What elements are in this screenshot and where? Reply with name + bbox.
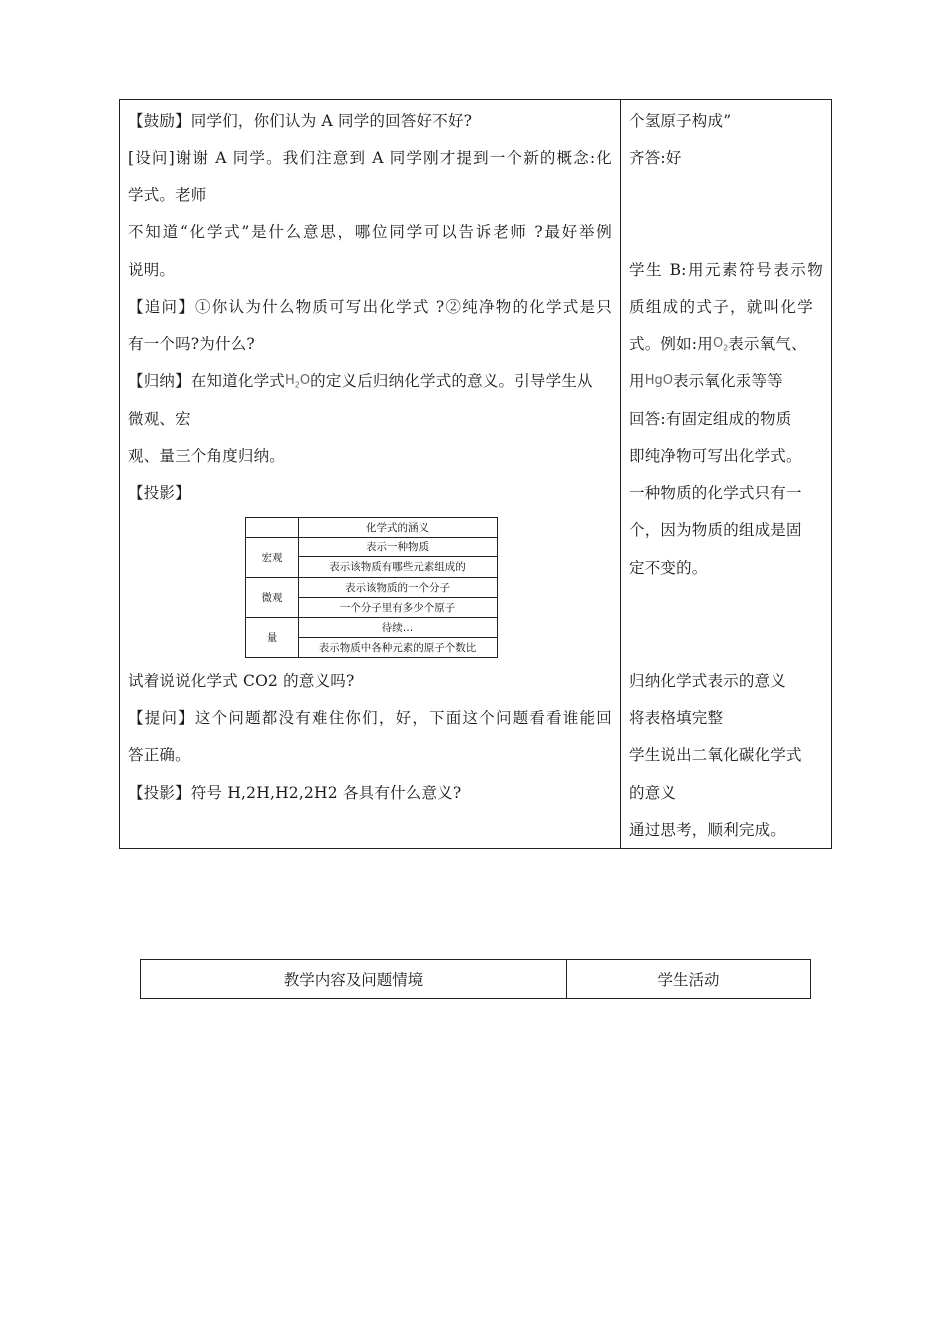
text-line: 说明。 bbox=[128, 261, 176, 279]
text-line: 归纳化学式表示的意义 bbox=[629, 672, 787, 690]
micro-label: 微观 bbox=[261, 591, 283, 604]
text-line: 不知道“化学式”是什么意思，哪位同学可以告诉老师 ?最好举例 bbox=[128, 223, 612, 241]
text-line: 齐答:好 bbox=[629, 149, 682, 167]
text-segment: 的定义后归纳化学式的意义。引导学生从 bbox=[310, 372, 593, 390]
water-formula: $H_2O$ bbox=[285, 373, 311, 390]
text-line: 的意义 bbox=[629, 784, 677, 802]
text-segment: 式。例如:用 bbox=[629, 335, 713, 353]
text-line: 即纯净物可写出化学式。 bbox=[629, 447, 802, 465]
text-segment: 表示氧气、 bbox=[728, 335, 807, 353]
projection-table bbox=[245, 517, 498, 658]
projection-header: 化学式的涵义 bbox=[366, 522, 429, 534]
lesson-table bbox=[119, 99, 832, 849]
text-line: 学式。老师 bbox=[128, 186, 207, 204]
quantity-label: 量 bbox=[266, 631, 278, 644]
quantity-row: 待续… bbox=[381, 621, 414, 634]
text-line: 学生说出二氧化碳化学式 bbox=[629, 746, 802, 764]
text-line: 观、量三个角度归纳。 bbox=[128, 447, 286, 465]
text-segment: 用 bbox=[629, 372, 645, 390]
text-line: 【鼓励】同学们，你们认为 A 同学的回答好不好? bbox=[128, 112, 473, 130]
text-segment: 【归纳】在知道化学式 bbox=[128, 372, 286, 390]
text-line: 微观、宏 bbox=[128, 410, 191, 428]
macro-row: 表示该物质有哪些元素组成的 bbox=[329, 561, 466, 573]
column-header-activity: 学生活动 bbox=[657, 971, 720, 989]
text-line bbox=[629, 334, 807, 359]
oxygen-formula: $O_2$ bbox=[712, 336, 729, 353]
text-line: 定不变的。 bbox=[629, 559, 708, 577]
micro-row: 表示该物质的一个分子 bbox=[345, 581, 450, 594]
text-line: 有一个吗?为什么? bbox=[128, 335, 255, 353]
macro-label: 宏观 bbox=[261, 551, 283, 564]
header-table bbox=[140, 959, 811, 999]
text-line: 【投影】 bbox=[128, 484, 191, 502]
text-line: 回答:有固定组成的物质 bbox=[629, 410, 792, 428]
column-divider bbox=[620, 100, 621, 848]
text-line: 【投影】符号 H,2H,H2,2H2 各具有什么意义? bbox=[128, 784, 462, 802]
quantity-row: 表示物质中各种元素的原子个数比 bbox=[318, 641, 477, 654]
text-line: 一种物质的化学式只有一 bbox=[629, 484, 802, 502]
text-line: 试着说说化学式 CO2 的意义吗? bbox=[128, 672, 355, 690]
text-line: [设问]谢谢 A 同学。我们注意到 A 同学刚才提到一个新的概念:化 bbox=[128, 149, 612, 167]
micro-row: 一个分子里有多少个原子 bbox=[339, 601, 456, 614]
text-line: 【提问】这个问题都没有难住你们，好，下面这个问题看看谁能回 bbox=[128, 709, 612, 727]
text-line: 个，因为物质的组成是固 bbox=[629, 521, 802, 539]
text-line bbox=[128, 371, 593, 396]
text-line: 学生 B:用元素符号表示物 bbox=[629, 261, 823, 279]
text-line: 通过思考，顺利完成。 bbox=[629, 821, 787, 839]
macro-row: 表示一种物质 bbox=[366, 541, 429, 553]
text-line bbox=[629, 371, 783, 391]
text-line: 个氢原子构成” bbox=[629, 112, 732, 130]
text-line: 答正确。 bbox=[128, 746, 191, 764]
text-line: 将表格填完整 bbox=[629, 709, 724, 727]
column-header-content: 教学内容及问题情境 bbox=[283, 971, 424, 989]
mercury-oxide-formula: HgO bbox=[644, 373, 673, 388]
text-line: 【追问】①你认为什么物质可写出化学式 ?②纯净物的化学式是只 bbox=[128, 298, 612, 316]
text-line: 质组成的式子，就叫化学 bbox=[629, 298, 813, 316]
text-segment: 表示氧化汞等等 bbox=[672, 372, 783, 390]
